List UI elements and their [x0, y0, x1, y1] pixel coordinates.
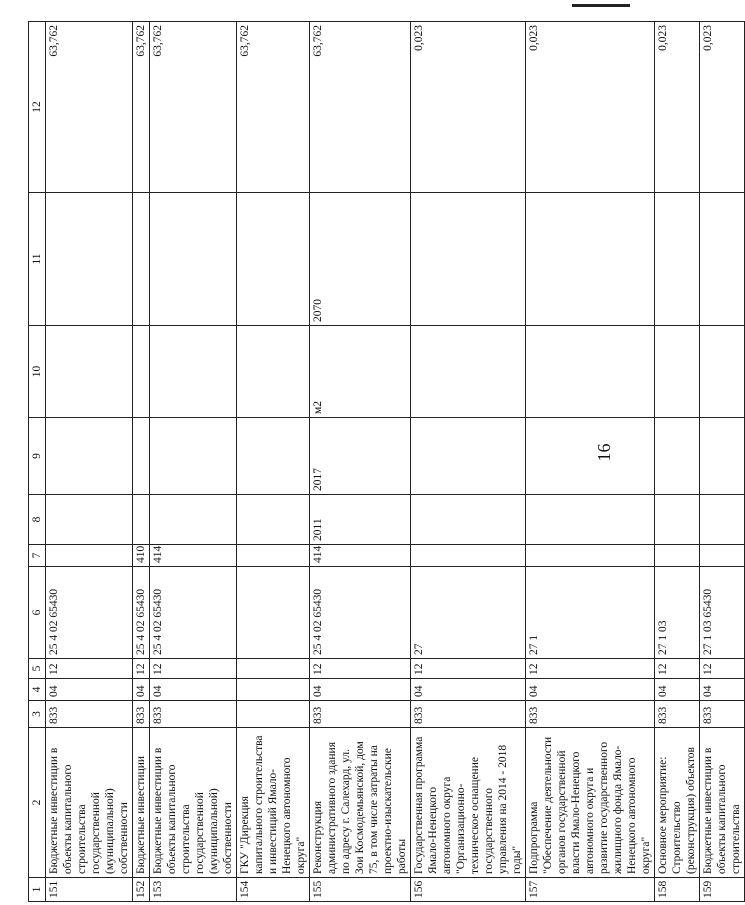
capacity-cell	[655, 193, 700, 326]
code-target-cell: 27 1 03 65430	[700, 567, 745, 659]
row-number-cell: 156	[411, 878, 526, 902]
unit-cell	[150, 326, 237, 418]
table-row	[310, 22, 411, 902]
code-expense-type-cell	[237, 545, 310, 567]
capacity-cell	[237, 193, 310, 326]
code-admin-cell	[237, 701, 310, 728]
unit-cell	[133, 326, 150, 418]
code-subsection-cell	[237, 659, 310, 679]
capacity-cell	[526, 193, 655, 326]
code-subsection-cell: 12	[310, 659, 411, 679]
row-number-cell: 152	[133, 878, 150, 902]
code-expense-type-cell: 414	[310, 545, 411, 567]
amount-cell: 63,762	[150, 22, 237, 193]
code-admin-cell: 833	[46, 701, 133, 728]
column-header: 3	[29, 701, 46, 728]
column-header: 10	[29, 326, 46, 418]
code-admin-cell: 833	[526, 701, 655, 728]
row-name-cell: Подпрограмма "Обеспечение деятельности органов государственной власти Ямало-Ненецкого автономного округа и развитие государственного жилищного фонда Ямало-Ненецкого автономного округа"	[526, 728, 655, 878]
start-year-cell	[150, 495, 237, 545]
start-year-cell	[411, 495, 526, 545]
code-section-cell: 04	[411, 679, 526, 701]
code-target-cell: 27 1	[526, 567, 655, 659]
budget-table	[28, 21, 745, 902]
amount-cell: 63,762	[46, 22, 133, 193]
table-row	[700, 22, 745, 902]
column-header: 5	[29, 659, 46, 679]
column-header: 4	[29, 679, 46, 701]
end-year-cell: 2017	[310, 418, 411, 495]
amount-cell: 63,762	[310, 22, 411, 193]
unit-cell	[237, 326, 310, 418]
row-number-cell: 154	[237, 878, 310, 902]
end-year-cell	[526, 418, 655, 495]
table-row	[411, 22, 526, 902]
code-section-cell: 04	[526, 679, 655, 701]
row-number-cell: 158	[655, 878, 700, 902]
code-target-cell: 25 4 02 65430	[150, 567, 237, 659]
start-year-cell	[655, 495, 700, 545]
table-row	[526, 22, 655, 902]
unit-cell	[46, 326, 133, 418]
code-admin-cell: 833	[310, 701, 411, 728]
unit-cell	[700, 326, 745, 418]
code-target-cell	[237, 567, 310, 659]
row-name-cell: Бюджетные инвестиции в объекты капитального строительства государственной (муниципальной) собственности	[46, 728, 133, 878]
code-section-cell: 04	[133, 679, 150, 701]
code-subsection-cell: 12	[133, 659, 150, 679]
code-expense-type-cell	[46, 545, 133, 567]
code-target-cell: 27	[411, 567, 526, 659]
column-header: 9	[29, 418, 46, 495]
code-admin-cell: 833	[700, 701, 745, 728]
code-admin-cell: 833	[411, 701, 526, 728]
column-header: 6	[29, 567, 46, 659]
row-name-cell: Бюджетные инвестиции в объекты капитального строительства	[700, 728, 745, 878]
row-number-cell: 157	[526, 878, 655, 902]
start-year-cell	[133, 495, 150, 545]
capacity-cell	[133, 193, 150, 326]
capacity-cell	[700, 193, 745, 326]
column-header: 7	[29, 545, 46, 567]
column-header: 12	[29, 22, 46, 193]
code-admin-cell: 833	[655, 701, 700, 728]
start-year-cell	[237, 495, 310, 545]
row-name-cell: Реконструкция административного здания по адресу г. Салехард, ул. Зои Космодемьянской, дом 75, в том числе затраты на проектно-изыскательские работы	[310, 728, 411, 878]
code-subsection-cell: 12	[700, 659, 745, 679]
amount-cell: 0,023	[700, 22, 745, 193]
code-admin-cell: 833	[150, 701, 237, 728]
code-subsection-cell: 12	[411, 659, 526, 679]
amount-cell: 63,762	[237, 22, 310, 193]
table-row	[150, 22, 237, 902]
code-subsection-cell: 12	[655, 659, 700, 679]
column-header: 8	[29, 495, 46, 545]
code-expense-type-cell: 410	[133, 545, 150, 567]
code-section-cell: 04	[310, 679, 411, 701]
code-target-cell: 27 1 03	[655, 567, 700, 659]
unit-cell	[655, 326, 700, 418]
code-target-cell: 25 4 02 65430	[133, 567, 150, 659]
column-header: 11	[29, 193, 46, 326]
amount-cell: 0,023	[655, 22, 700, 193]
end-year-cell	[133, 418, 150, 495]
code-subsection-cell: 12	[46, 659, 133, 679]
start-year-cell	[526, 495, 655, 545]
start-year-cell: 2011	[310, 495, 411, 545]
code-expense-type-cell	[411, 545, 526, 567]
table-row	[46, 22, 133, 902]
code-admin-cell: 833	[133, 701, 150, 728]
page-number: 16	[594, 443, 614, 462]
table-row	[237, 22, 310, 902]
unit-cell	[411, 326, 526, 418]
end-year-cell	[411, 418, 526, 495]
capacity-cell: 2070	[310, 193, 411, 326]
row-number-cell: 153	[150, 878, 237, 902]
code-section-cell	[237, 679, 310, 701]
code-section-cell: 04	[700, 679, 745, 701]
start-year-cell	[46, 495, 133, 545]
header-row	[29, 22, 46, 902]
code-target-cell: 25 4 02 65430	[46, 567, 133, 659]
end-year-cell	[237, 418, 310, 495]
table-row	[655, 22, 700, 902]
row-number-cell: 159	[700, 878, 745, 902]
code-section-cell: 04	[150, 679, 237, 701]
column-header: 1	[29, 878, 46, 902]
code-subsection-cell: 12	[526, 659, 655, 679]
amount-cell: 0,023	[411, 22, 526, 193]
unit-cell: м2	[310, 326, 411, 418]
capacity-cell	[150, 193, 237, 326]
capacity-cell	[46, 193, 133, 326]
row-name-cell: Бюджетные инвестиции в объекты капитального строительства государственной (муниципальной) собственности	[150, 728, 237, 878]
end-year-cell	[700, 418, 745, 495]
column-header: 2	[29, 728, 46, 878]
table-row	[133, 22, 150, 902]
row-name-cell: Основное мероприятие: Строительство (реконструкция) объектов	[655, 728, 700, 878]
row-name-cell: Бюджетные инвестиции	[133, 728, 150, 878]
end-year-cell	[655, 418, 700, 495]
end-year-cell	[46, 418, 133, 495]
capacity-cell	[411, 193, 526, 326]
row-number-cell: 155	[310, 878, 411, 902]
code-target-cell: 25 4 02 65430	[310, 567, 411, 659]
code-expense-type-cell: 414	[150, 545, 237, 567]
unit-cell	[526, 326, 655, 418]
code-section-cell: 04	[655, 679, 700, 701]
code-expense-type-cell	[700, 545, 745, 567]
amount-cell: 63,762	[133, 22, 150, 193]
code-subsection-cell: 12	[150, 659, 237, 679]
row-name-cell: Государственная программа Ямало-Ненецкого автономного округа "Организационно-техническое оснащение государственного управления на 2014 - 2018 годы"	[411, 728, 526, 878]
code-expense-type-cell	[526, 545, 655, 567]
code-section-cell: 04	[46, 679, 133, 701]
row-name-cell: ГКУ "Дирекция капитального строительства и инвестиций Ямало-Ненецкого автономного округа"	[237, 728, 310, 878]
amount-cell: 0,023	[526, 22, 655, 193]
row-number-cell: 151	[46, 878, 133, 902]
code-expense-type-cell	[655, 545, 700, 567]
end-year-cell	[150, 418, 237, 495]
start-year-cell	[700, 495, 745, 545]
